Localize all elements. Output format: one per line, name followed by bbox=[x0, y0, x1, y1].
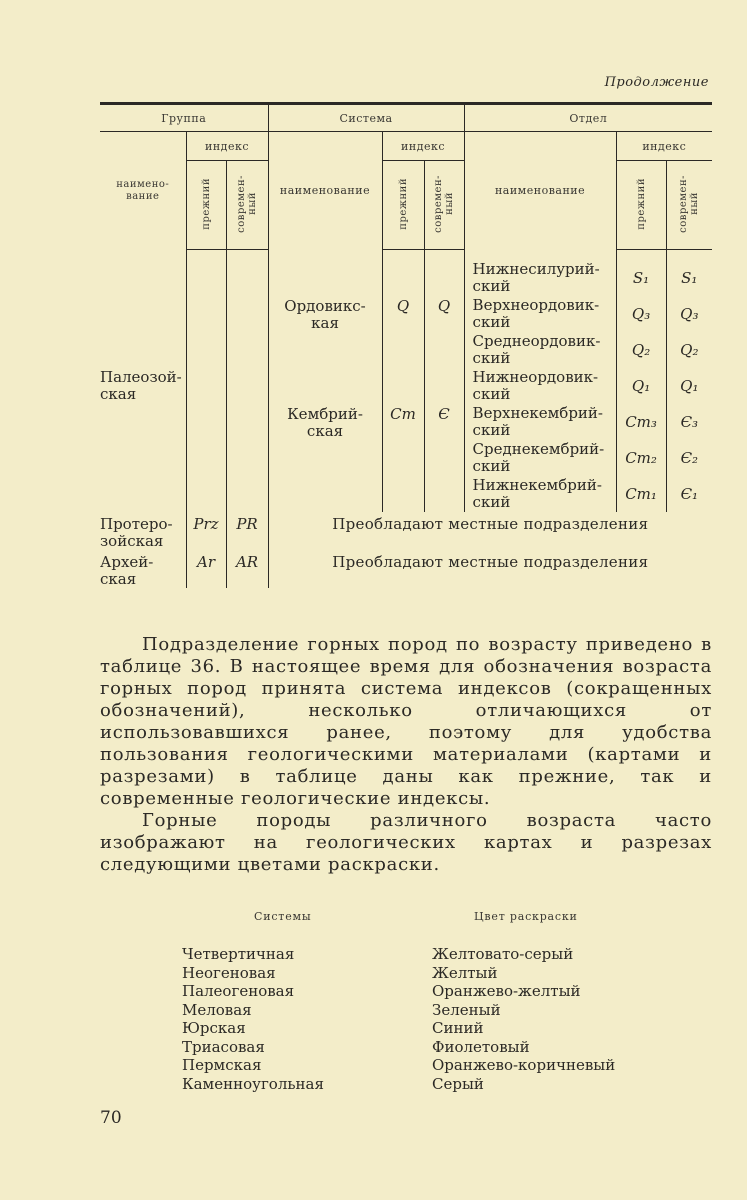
group-name: Палеозой- ская bbox=[100, 368, 182, 403]
division-old-index: Q₃ bbox=[616, 296, 666, 332]
color-name: Оранжево-коричневый bbox=[432, 1056, 616, 1074]
colors-header: Цвет раскраски bbox=[474, 910, 578, 923]
division-modern-index: S₁ bbox=[666, 260, 712, 296]
system-name: Пермская bbox=[182, 1056, 262, 1074]
division-name: Среднеордовик- ский bbox=[464, 332, 616, 368]
division-modern-index: Є₁ bbox=[666, 476, 712, 512]
system-old-index: Q bbox=[382, 296, 424, 404]
division-index-header: индекс bbox=[616, 132, 712, 161]
division-old-index: Cm₂ bbox=[616, 440, 666, 476]
system-name: Четвертичная bbox=[182, 945, 295, 963]
systems-header: Системы bbox=[254, 910, 312, 923]
group-name: Протеро- зойская bbox=[100, 515, 173, 550]
system-old-header: прежний bbox=[397, 177, 409, 230]
color-name: Желтовато-серый bbox=[432, 945, 574, 963]
division-name: Среднекембрий- ский bbox=[464, 440, 616, 476]
system-name: Кембрий- ская bbox=[268, 404, 382, 512]
local-subdivisions-note: Преобладают местные подразделения bbox=[268, 512, 712, 550]
group-old-index: Prz bbox=[186, 512, 226, 550]
color-name: Фиолетовый bbox=[432, 1037, 530, 1056]
division-name: Нижнекембрий- ский bbox=[464, 476, 616, 512]
paragraph: Подразделение горных пород по возрасту приведено в таблице 36. В настоящее время для обозначения возраста горных пород принята система индексов (сокращенных обозначений), несколько отличающихся от использовавшихся ранее, поэтому для удобства пользования геологическими материалами (картами и разрезами) в таблице даны как прежние, так и современные геологические индексы. bbox=[100, 634, 712, 809]
system-header: Система bbox=[268, 104, 464, 132]
system-name: Ордовикс- кая bbox=[268, 296, 382, 404]
group-old-header: прежний bbox=[200, 177, 212, 230]
system-modern-index: Q bbox=[424, 296, 464, 404]
division-name: Верхнеордовик- ский bbox=[464, 296, 616, 332]
division-old-index: Cm₁ bbox=[616, 476, 666, 512]
group-old-index: Ar bbox=[186, 550, 226, 588]
group-modern-index: AR bbox=[226, 550, 268, 588]
division-modern-index: Q₃ bbox=[666, 296, 712, 332]
color-name: Оранжево-желтый bbox=[432, 982, 581, 1000]
system-modern-index: Є bbox=[424, 404, 464, 512]
system-name-header: наименование bbox=[268, 132, 382, 250]
paragraph: Горные породы различного возраста часто изображают на геологических картах и разрезах следующими цветами раскраски. bbox=[100, 810, 712, 875]
geology-index-table bbox=[100, 102, 712, 588]
continuation-label: Продолжение bbox=[604, 75, 709, 90]
color-name: Желтый bbox=[432, 963, 498, 982]
group-name-header: наимено- вание bbox=[116, 178, 170, 202]
system-name: Меловая bbox=[182, 1000, 252, 1019]
group-modern-index: PR bbox=[226, 512, 268, 550]
table-row bbox=[100, 512, 712, 550]
system-name: Юрская bbox=[182, 1019, 246, 1037]
division-modern-index: Q₁ bbox=[666, 368, 712, 404]
system-name: Неогеновая bbox=[182, 963, 276, 982]
color-name: Серый bbox=[432, 1074, 484, 1093]
division-name: Нижнесилурий- ский bbox=[464, 260, 616, 296]
color-name: Синий bbox=[432, 1019, 484, 1037]
division-name-header: наименование bbox=[464, 132, 616, 250]
group-index-header: индекс bbox=[186, 132, 268, 161]
division-old-index: Cm₃ bbox=[616, 404, 666, 440]
group-name: Архей- ская bbox=[100, 553, 154, 588]
division-old-header: прежний bbox=[635, 177, 647, 230]
group-modern-header: современ- ный bbox=[236, 174, 258, 233]
division-name: Верхнекембрий- ский bbox=[464, 404, 616, 440]
division-modern-index: Є₂ bbox=[666, 440, 712, 476]
system-old-index: Cm bbox=[382, 404, 424, 512]
table-row bbox=[100, 550, 712, 588]
page-number: 70 bbox=[100, 1108, 122, 1128]
system-index-header: индекс bbox=[382, 132, 464, 161]
local-subdivisions-note: Преобладают местные подразделения bbox=[268, 550, 712, 588]
division-modern-header: современ- ный bbox=[678, 174, 701, 233]
system-name: Триасовая bbox=[182, 1037, 265, 1056]
division-header: Отдел bbox=[464, 104, 712, 132]
system-name: Каменноугольная bbox=[182, 1074, 324, 1093]
division-modern-index: Є₃ bbox=[666, 404, 712, 440]
division-old-index: Q₂ bbox=[616, 332, 666, 368]
division-old-index: Q₁ bbox=[616, 368, 666, 404]
system-modern-header: современ- ный bbox=[433, 174, 456, 233]
division-old-index: S₁ bbox=[616, 260, 666, 296]
system-name: Палеогеновая bbox=[182, 982, 295, 1000]
table-row bbox=[100, 260, 712, 296]
division-modern-index: Q₂ bbox=[666, 332, 712, 368]
body-text bbox=[100, 634, 712, 876]
division-name: Нижнеордовик- ский bbox=[464, 368, 616, 404]
group-header: Группа bbox=[100, 104, 268, 132]
color-name: Зеленый bbox=[432, 1000, 501, 1019]
